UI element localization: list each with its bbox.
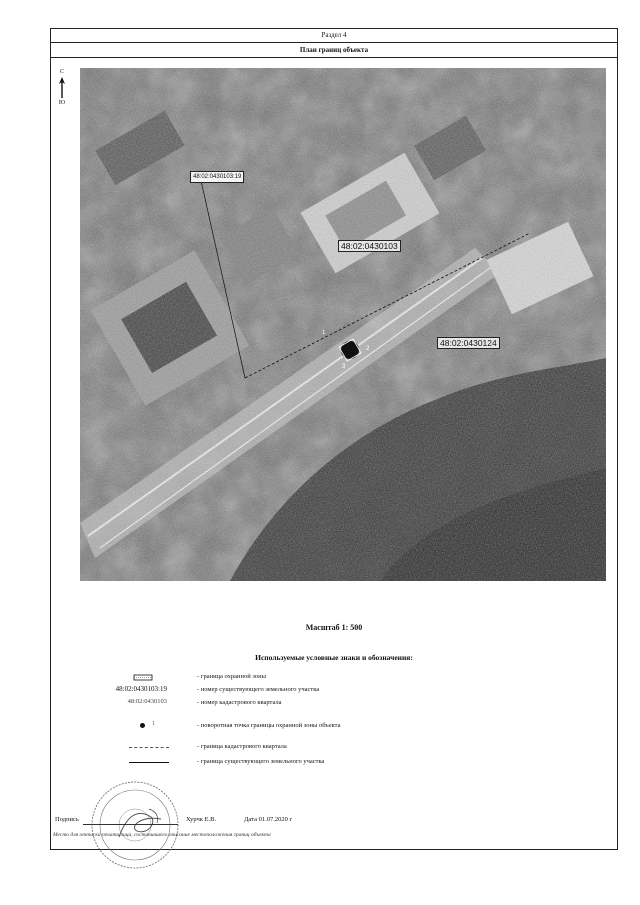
- quarter-number-label-2: 48:02:0430124: [437, 337, 500, 349]
- legend-text: - номер кадастрового квартала: [197, 699, 282, 706]
- legend-symbol: 48:02:0430103: [127, 698, 167, 705]
- legend-item: [51, 757, 617, 769]
- legend-text: - граница кадастрового квартала: [197, 743, 287, 750]
- legend-item: [51, 742, 617, 754]
- seal-stamp-icon: [89, 779, 181, 871]
- section-header: Раздел 4: [51, 29, 617, 43]
- north-arrow-icon: [57, 69, 67, 107]
- zone-boundary-icon: [133, 674, 153, 682]
- signature-label: Подпись: [55, 816, 79, 823]
- legend-symbol: [51, 757, 181, 769]
- aerial-map[interactable]: [80, 68, 606, 581]
- turning-point-label: 1: [322, 330, 326, 336]
- page-title: План границ объекта: [51, 43, 617, 58]
- signer-name: Хурчк Е.В.: [186, 816, 217, 823]
- turning-point-label: 3: [342, 364, 346, 370]
- legend-text: - граница охранной зоны: [197, 673, 266, 680]
- parcel-number-label: 48:02:0430103:19: [190, 171, 244, 183]
- legend-symbol-number: 1: [152, 721, 155, 727]
- legend-title: Используемые условные знаки и обозначения:: [255, 653, 413, 662]
- legend-text: - поворотная точка границы охранной зоны объекта: [197, 722, 341, 729]
- north-label: С: [59, 69, 64, 75]
- document-frame: [50, 28, 618, 850]
- signature-date: Дата 01.07.2020 г: [244, 816, 293, 823]
- quarter-boundary-icon: [129, 747, 169, 748]
- legend-symbol: [51, 742, 181, 754]
- parcel-boundary-icon: [129, 762, 169, 763]
- legend-item: [51, 698, 617, 710]
- legend-symbol: 48:02:0430103:19: [115, 685, 167, 693]
- turning-point-icon: [140, 723, 145, 728]
- quarter-number-label: 48:02:0430103: [338, 240, 401, 252]
- legend-text: - номер существующего земельного участка: [197, 686, 320, 693]
- map-scale: Масштаб 1: 500: [305, 623, 363, 632]
- legend-text: - граница существующего земельного участка: [197, 758, 325, 765]
- legend-item: [51, 672, 617, 684]
- stamp-note: Место для оттиска печати лица, составившего описание местоположения границ объекта: [53, 832, 271, 838]
- signature-line: [83, 824, 178, 825]
- legend-item: [51, 685, 617, 697]
- legend-symbol: [51, 672, 181, 684]
- legend-item: [51, 721, 617, 733]
- turning-point-label: 2: [366, 346, 370, 352]
- south-label: Ю: [58, 100, 66, 106]
- legend-symbol: [51, 721, 181, 733]
